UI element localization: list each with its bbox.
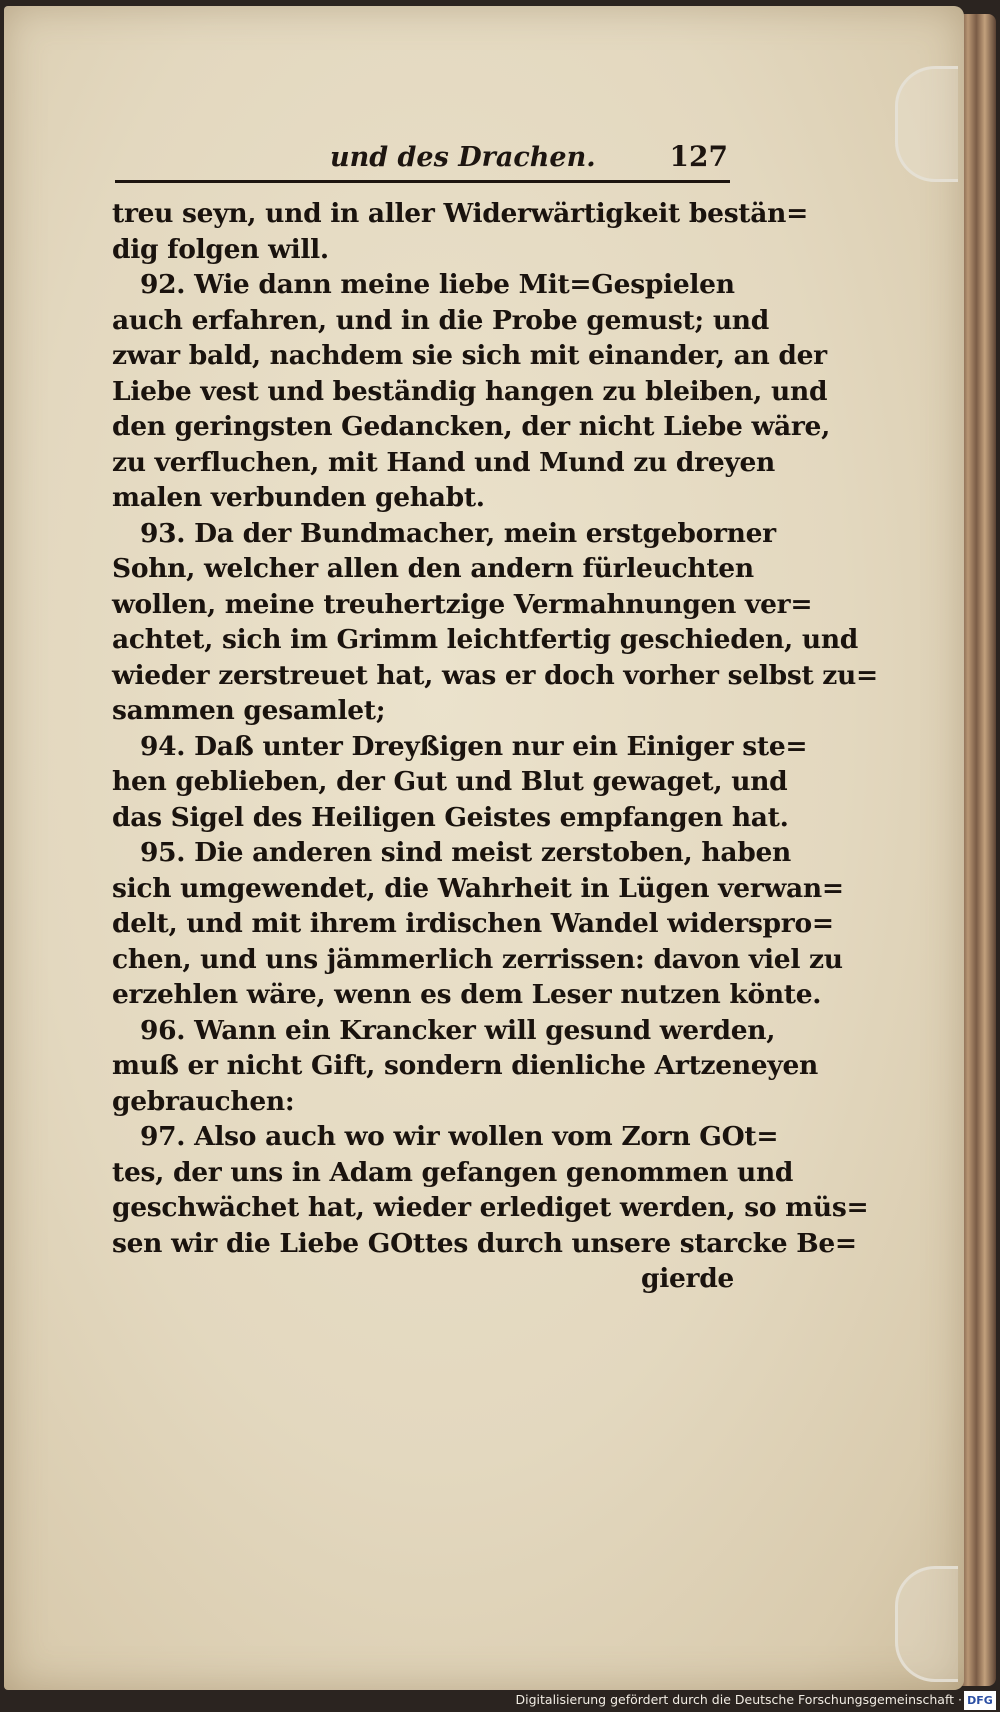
paragraph-93-start: 93. Da der Bundmacher, mein erstgeborner xyxy=(140,517,776,549)
paragraph-92-start: 92. Wie dann meine liebe Mit=Gespielen xyxy=(140,269,735,300)
text-line: sich umgewendet, die Wahrheit in Lügen verwan= xyxy=(112,872,844,904)
text-line: Liebe vest und beständig hangen zu bleiben, und xyxy=(112,375,828,407)
catchword: gierde xyxy=(640,1263,734,1294)
text-line: geschwächet hat, wieder erlediget werden, so müs= xyxy=(112,1192,869,1223)
text-line: zwar bald, nachdem sie sich mit einander, an der xyxy=(112,340,827,371)
text-line: treu seyn, und in aller Widerwärtigkeit bestän= xyxy=(112,198,808,229)
text-line: muß er nicht Gift, sondern dienliche Artzeneyen xyxy=(112,1050,818,1081)
body-text xyxy=(112,196,878,1297)
text-line: sen wir die Liebe GOttes durch unsere starcke Be= xyxy=(112,1227,857,1259)
text-line: dig folgen will. xyxy=(112,233,329,265)
paragraph-96-start: 96. Wann ein Krancker will gesund werden, xyxy=(140,1014,776,1046)
text-line: gebrauchen: xyxy=(112,1085,295,1117)
paragraph-97-start: 97. Also auch wo wir wollen vom Zorn GOt= xyxy=(140,1121,779,1152)
text-line: Sohn, welcher allen den andern fürleuchten xyxy=(112,553,754,584)
text-line: hen geblieben, der Gut und Blut gewaget, und xyxy=(112,766,788,797)
clip-mark-bottom xyxy=(895,1566,958,1682)
paragraph-95-start: 95. Die anderen sind meist zerstoben, haben xyxy=(140,837,791,868)
text-line: den geringsten Gedancken, der nicht Liebe wäre, xyxy=(112,411,831,442)
digitization-credit: Digitalisierung gefördert durch die Deutsche Forschungsgemeinschaft · xyxy=(515,1692,962,1707)
text-line: wieder zerstreuet hat, was er doch vorher selbst zu= xyxy=(112,659,878,691)
text-line: chen, und uns jämmerlich zerrissen: davon viel zu xyxy=(112,943,843,975)
dfg-logo: DFG xyxy=(964,1691,996,1710)
clip-mark-top xyxy=(895,66,958,182)
running-title: und des Drachen. xyxy=(330,142,596,173)
text-line: achtet, sich im Grimm leichtfertig geschieden, und xyxy=(112,624,859,655)
paragraph-94-start: 94. Daß unter Dreyßigen nur ein Einiger ste= xyxy=(140,730,808,762)
text-line: wollen, meine treuhertzige Vermahnungen ver= xyxy=(112,588,813,620)
page-header xyxy=(115,136,730,183)
footer-bar xyxy=(0,1690,1000,1712)
text-line: zu verfluchen, mit Hand und Mund zu dreyen xyxy=(112,446,776,478)
text-line: delt, und mit ihrem irdischen Wandel widerspro= xyxy=(112,908,834,939)
text-line: erzehlen wäre, wenn es dem Leser nutzen könte. xyxy=(112,979,822,1010)
text-line: tes, der uns in Adam gefangen genommen und xyxy=(112,1156,794,1188)
text-line: malen verbunden gehabt. xyxy=(112,482,485,513)
text-line: sammen gesamlet; xyxy=(112,695,386,726)
page-number: 127 xyxy=(669,140,728,173)
text-line: auch erfahren, und in die Probe gemust; und xyxy=(112,304,770,336)
text-line: das Sigel des Heiligen Geistes empfangen hat. xyxy=(112,801,789,833)
